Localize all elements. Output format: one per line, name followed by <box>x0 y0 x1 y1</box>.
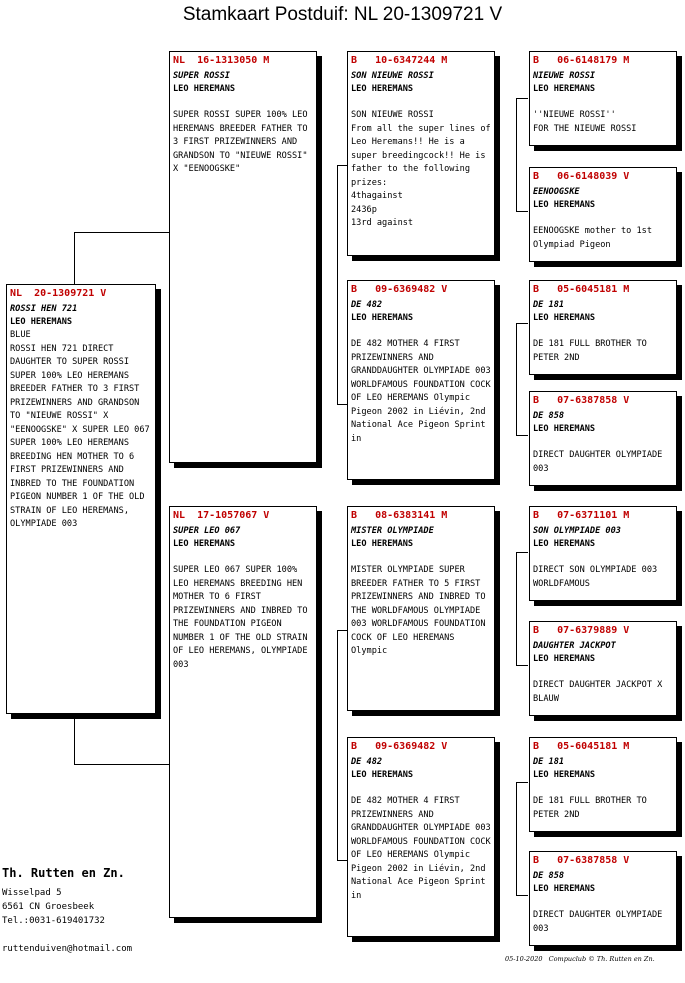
pigeon-description: SON NIEUWE ROSSI From all the super lines of Leo Heremans!! He is a super breedingcock!! He is father to the following prizes: 4thagainst 2436p 13rd against <box>351 110 491 228</box>
ring-number: B 06-6148179 M <box>533 55 630 66</box>
pigeon-card-mother <box>169 506 317 918</box>
pigeon-owner: LEO HEREMANS <box>533 200 596 210</box>
pigeon-card-mmm <box>529 851 677 946</box>
pigeon-owner: LEO HEREMANS <box>533 84 596 94</box>
pigeon-owner: LEO HEREMANS <box>533 313 596 323</box>
pigeon-description: DE 482 MOTHER 4 FIRST PRIZEWINNERS AND GRANDDAUGHTER OLYMPIADE 003 WORLDFAMOUS FOUNDATION COCK OF LEO HEREMANS Olympic Pigeon 2002 in Liévin, 2nd National Ace Pigeon Sprint in <box>351 339 496 444</box>
pigeon-description: SUPER ROSSI SUPER 100% LEO HEREMANS BREEDER FATHER TO 3 FIRST PRIZEWINNERS AND GRANDSON TO "NIEUWE ROSSI" X "EENOOGSKE" <box>173 110 313 174</box>
pigeon-card-mm <box>347 737 495 937</box>
pigeon-owner: LEO HEREMANS <box>351 770 414 780</box>
ring-number: NL 17-1057067 V <box>173 510 270 521</box>
pigeon-name: DAUGHTER JACKPOT <box>533 641 616 651</box>
ring-number: B 05-6045181 M <box>533 741 630 752</box>
pigeon-description: DE 181 FULL BROTHER TO PETER 2ND <box>533 796 653 820</box>
pigeon-card-subject <box>6 284 156 714</box>
loft-name: Th. Rutten en Zn. <box>2 866 125 880</box>
ring-number: B 05-6045181 M <box>533 284 630 295</box>
ring-number: B 08-6383141 M <box>351 510 448 521</box>
ring-number: B 09-6369482 V <box>351 284 448 295</box>
loft-email[interactable]: ruttenduiven@hotmail.com <box>2 944 133 954</box>
pigeon-description: EENOOGSKE mother to 1st Olympiad Pigeon <box>533 226 658 250</box>
pigeon-owner: LEO HEREMANS <box>533 654 596 664</box>
ring-number: NL 16-1313050 M <box>173 55 270 66</box>
pigeon-owner: LEO HEREMANS <box>533 884 596 894</box>
ring-number: NL 20-1309721 V <box>10 288 107 299</box>
ring-number: B 09-6369482 V <box>351 741 448 752</box>
loft-city: 6561 CN Groesbeek <box>2 902 95 912</box>
pigeon-name: DE 858 <box>533 411 565 421</box>
pigeon-name: MISTER OLYMPIADE <box>351 526 434 536</box>
pigeon-description: DIRECT SON OLYMPIADE 003 WORLDFAMOUS <box>533 565 663 589</box>
pigeon-owner: LEO HEREMANS <box>533 770 596 780</box>
pigeon-name: SUPER ROSSI <box>173 71 230 81</box>
pigeon-name: DE 482 <box>351 757 383 767</box>
pigeon-owner: LEO HEREMANS <box>351 313 414 323</box>
footer-credit: 05-10-2020 Compuclub © Th. Rutten en Zn. <box>505 955 655 963</box>
pigeon-owner: LEO HEREMANS <box>351 84 414 94</box>
loft-street: Wisselpad 5 <box>2 888 62 898</box>
pigeon-name: DE 858 <box>533 871 565 881</box>
pigeon-description: DIRECT DAUGHTER JACKPOT X BLAUW <box>533 680 668 704</box>
pigeon-owner: LEO HEREMANS <box>533 539 596 549</box>
pigeon-card-father <box>169 51 317 463</box>
pigeon-card-fff <box>529 51 677 146</box>
pigeon-owner: LEO HEREMANS <box>173 539 236 549</box>
pigeon-name: DE 482 <box>351 300 383 310</box>
pigeon-name: SUPER LEO 067 <box>173 526 241 536</box>
pigeon-name: ROSSI HEN 721 <box>10 304 78 314</box>
pigeon-name: SON OLYMPIADE 003 <box>533 526 621 536</box>
pigeon-owner: LEO HEREMANS <box>173 84 236 94</box>
pigeon-owner: LEO HEREMANS <box>351 539 414 549</box>
pigeon-card-mf <box>347 506 495 711</box>
pigeon-card-fm <box>347 280 495 480</box>
pigeon-description: DE 181 FULL BROTHER TO PETER 2ND <box>533 339 653 363</box>
pigeon-name: DE 181 <box>533 757 565 767</box>
pigeon-card-fmm <box>529 391 677 486</box>
pigeon-name: EENOOGSKE <box>533 187 580 197</box>
pigeon-card-fmf <box>529 280 677 375</box>
page-title: Stamkaart Postduif: NL 20-1309721 V <box>182 4 503 25</box>
pigeon-description: SUPER LEO 067 SUPER 100% LEO HEREMANS BREEDING HEN MOTHER TO 6 FIRST PRIZEWINNERS AND INBRED TO THE FOUNDATION PIGEON NUMBER 1 OF THE OLD STRAIN OF LEO HEREMANS, OLYMPIADE 003 <box>173 565 313 670</box>
pigeon-description: BLUE ROSSI HEN 721 DIRECT DAUGHTER TO SUPER ROSSI SUPER 100% LEO HEREMANS BREEDER FATHER TO 3 FIRST PRIZEWINNERS AND GRANDSON TO "NIEUWE ROSSI" X "EENOOGSKE" X SUPER LEO 067 SUPER 100% LEO HEREMANS BREEDING HEN MOTHER TO 6 FIRST PRIZEWINNERS AND INBRED TO THE FOUNDATION PIGEON NUMBER 1 OF THE OLD STRAIN OF LEO HEREMANS, OLYMPIADE 003 <box>10 330 150 529</box>
pigeon-owner: LEO HEREMANS <box>10 317 73 327</box>
pigeon-card-mff <box>529 506 677 601</box>
pigeon-card-ffm <box>529 167 677 262</box>
pigeon-description: DE 482 MOTHER 4 FIRST PRIZEWINNERS AND GRANDDAUGHTER OLYMPIADE 003 WORLDFAMOUS FOUNDATION COCK OF LEO HEREMANS Olympic Pigeon 2002 in Liévin, 2nd National Ace Pigeon Sprint in <box>351 796 496 901</box>
pigeon-name: NIEUWE ROSSI <box>533 71 596 81</box>
pigeon-description: MISTER OLYMPIADE SUPER BREEDER FATHER TO 5 FIRST PRIZEWINNERS AND INBRED TO THE WORLDFAMOUS OLYMPIADE 003 WORLDFAMOUS FOUNDATION COCK OF LEO HEREMANS Olympic <box>351 565 491 656</box>
pigeon-owner: LEO HEREMANS <box>533 424 596 434</box>
pigeon-name: DE 181 <box>533 300 565 310</box>
ring-number: B 07-6387858 V <box>533 855 630 866</box>
ring-number: B 10-6347244 M <box>351 55 448 66</box>
pigeon-name: SON NIEUWE ROSSI <box>351 71 434 81</box>
ring-number: B 06-6148039 V <box>533 171 630 182</box>
pigeon-card-mfm <box>529 621 677 716</box>
pigeon-card-ff <box>347 51 495 256</box>
ring-number: B 07-6387858 V <box>533 395 630 406</box>
pigeon-card-mmf <box>529 737 677 832</box>
ring-number: B 07-6379889 V <box>533 625 630 636</box>
pigeon-description: ''NIEUWE ROSSI'' FOR THE NIEUWE ROSSI <box>533 110 637 134</box>
pigeon-description: DIRECT DAUGHTER OLYMPIADE 003 <box>533 910 668 934</box>
pigeon-description: DIRECT DAUGHTER OLYMPIADE 003 <box>533 450 668 474</box>
ring-number: B 07-6371101 M <box>533 510 630 521</box>
loft-phone: Tel.:0031-619401732 <box>2 916 105 926</box>
